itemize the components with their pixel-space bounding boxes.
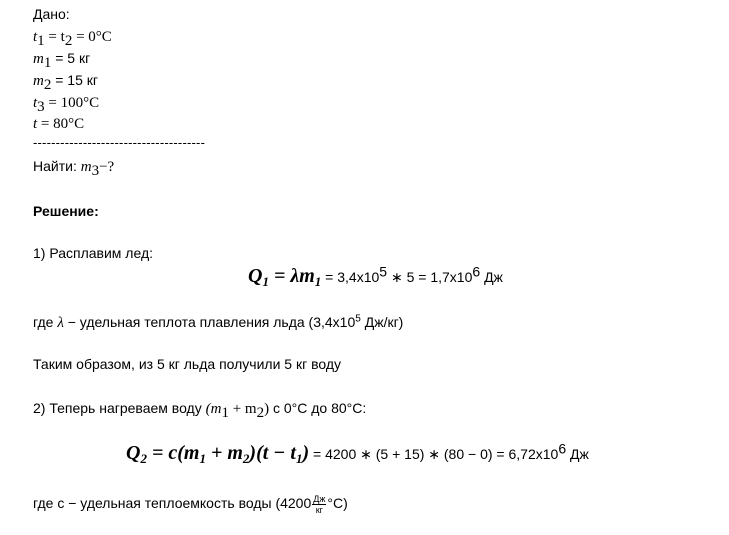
given-line-m2: $m_2 = 15$ кг bbox=[33, 72, 98, 93]
note-heat-capacity: где с − удельная теплоемкость воды (4200 $\frac{Дж}{кг}$ °C) bbox=[33, 493, 348, 515]
given-title: Дано: bbox=[33, 6, 70, 22]
step1-heading: 1) Расплавим лед: bbox=[33, 245, 154, 261]
given-line-temps: $t_1 = t_2 = 0^\circ C$ bbox=[33, 29, 112, 49]
find-line: Найти: $m_3-$? bbox=[33, 158, 115, 179]
step2-heading: 2) Теперь нагреваем воду $(m_1 + m_2)$ с 0°C до 80°C: bbox=[33, 400, 367, 421]
separator-line: -------------------------------------- bbox=[33, 135, 206, 150]
given-line-t: t = 80°C bbox=[33, 116, 85, 132]
given-line-t3: $t_3 = 100^\circ C$ bbox=[33, 95, 100, 115]
formula-q2: $Q_2 = c(m_1 + m_2)(t - t_1) = 4200$ ∗ (5 + 15) ∗ (80 − 0) = 6,72x10$^6$ Дж bbox=[126, 440, 589, 466]
result-line: Таким образом, из 5 кг льда получили 5 кг воду bbox=[33, 356, 342, 372]
note-lambda: где λ − удельная теплота плавления льда ($3,4x10^5$ Дж/кг) bbox=[33, 313, 404, 331]
given-line-m1: $m_1 = 5$ кг bbox=[33, 50, 91, 71]
solution-title: Решение: bbox=[33, 203, 99, 219]
unit-fraction: $\frac{Дж}{кг}$ bbox=[313, 493, 326, 515]
formula-q1: $Q_1 = \lambda m_1 = 3,4x10^5$ ∗ 5 = 1,7x10$^6$ Дж bbox=[248, 263, 503, 289]
